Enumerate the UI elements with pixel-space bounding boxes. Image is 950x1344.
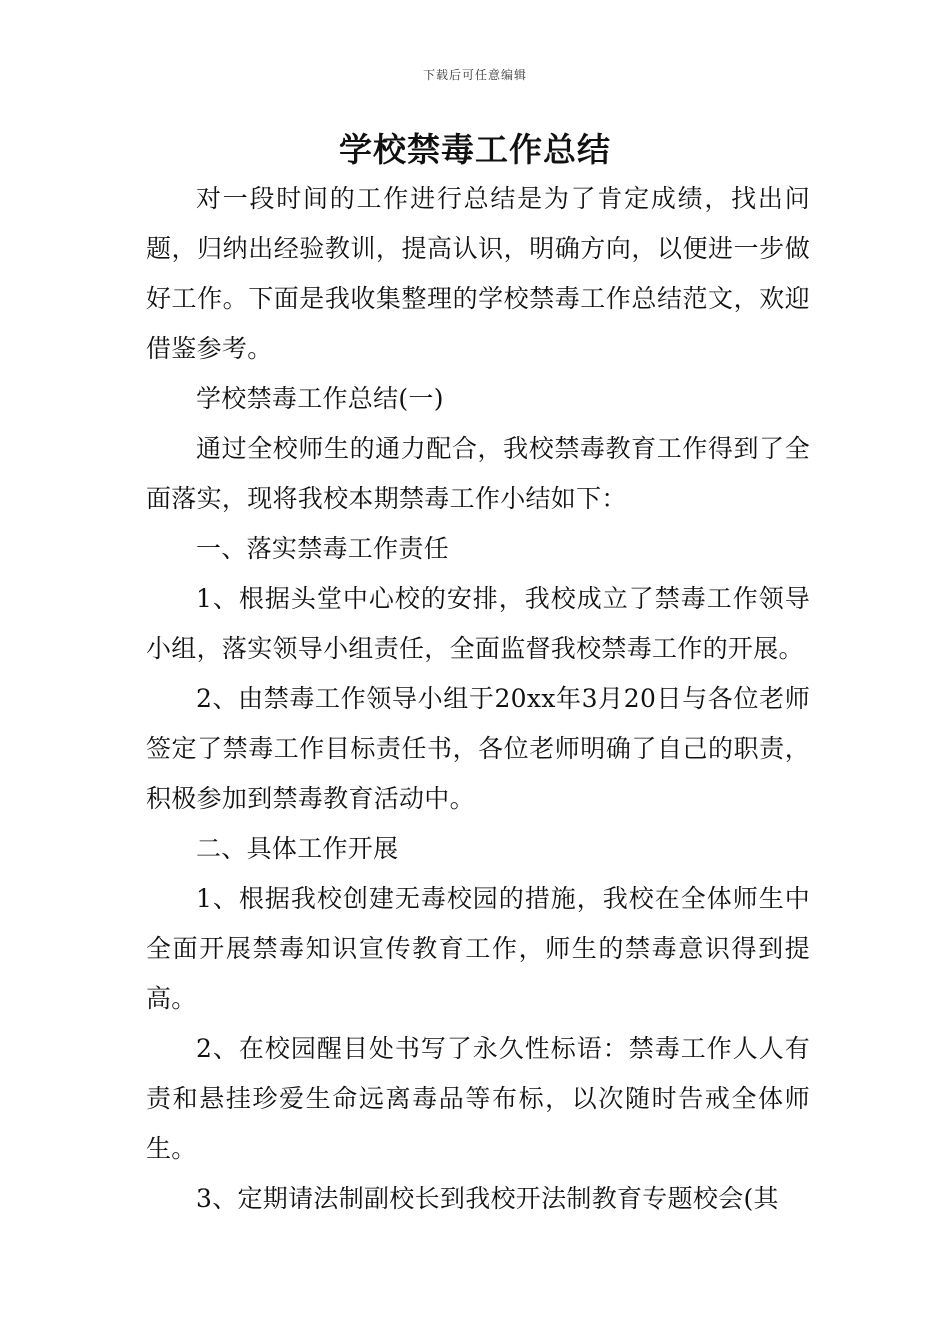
paragraph-item-2: 2、由禁毒工作领导小组于20xx年3月20日与各位老师签定了禁毒工作目标责任书，各位老师明确了自己的职责，积极参加到禁毒教育活动中。	[146, 684, 810, 813]
document-body	[146, 174, 810, 1224]
paragraph-work-2: 2、在校园醒目处书写了永久性标语：禁毒工作人人有责和悬挂珍爱生命远离毒品等布标，以次随时告戒全体师生。	[146, 1034, 810, 1163]
paragraph-overview: 通过全校师生的通力配合，我校禁毒教育工作得到了全面落实，现将我校本期禁毒工作小结如下：	[146, 434, 810, 513]
paragraph-heading-work: 二、具体工作开展	[196, 834, 399, 863]
paragraph-work-1: 1、根据我校创建无毒校园的措施，我校在全体师生中全面开展禁毒知识宣传教育工作，师生的禁毒意识得到提高。	[146, 884, 810, 1013]
paragraph-intro: 对一段时间的工作进行总结是为了肯定成绩，找出问题，归纳出经验教训，提高认识，明确方向，以便进一步做好工作。下面是我收集整理的学校禁毒工作总结范文，欢迎借鉴参考。	[146, 184, 810, 363]
paragraph-heading-responsibility: 一、落实禁毒工作责任	[196, 534, 450, 563]
paragraph-section-heading: 学校禁毒工作总结(一)	[196, 384, 444, 413]
paragraph-work-3: 3、定期请法制副校长到我校开法制教育专题校会(其	[196, 1184, 779, 1213]
document-title: 学校禁毒工作总结	[339, 130, 611, 169]
paragraph-item-1: 1、根据头堂中心校的安排，我校成立了禁毒工作领导小组，落实领导小组责任，全面监督我校禁毒工作的开展。	[146, 584, 810, 663]
header-note: 下载后可任意编辑	[422, 68, 527, 82]
